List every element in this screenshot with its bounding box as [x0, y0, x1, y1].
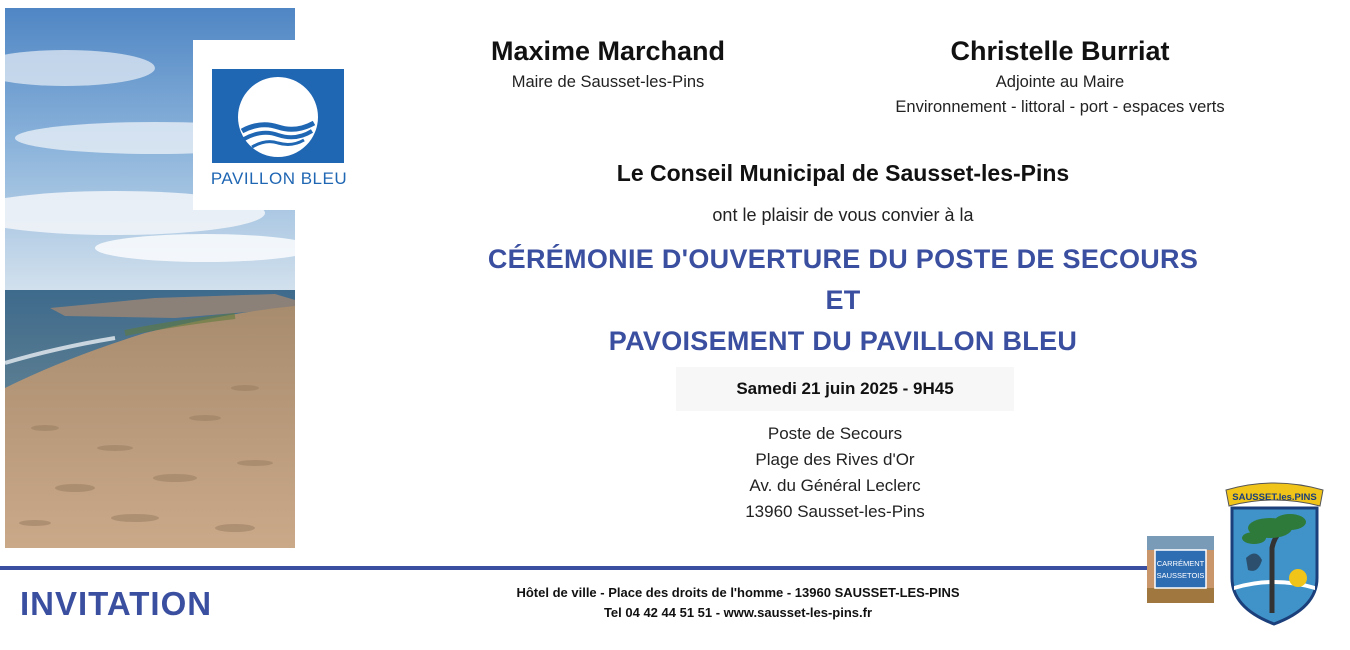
sausset-les-pins-crest: [1222, 478, 1327, 628]
host-2-name: Christelle Burriat: [950, 36, 1170, 66]
blue-flag-icon: [212, 69, 344, 163]
invitation-label: INVITATION: [20, 585, 213, 622]
invite-line: ont le plaisir de vous convier à la: [712, 205, 974, 225]
footer-contact: Tel 04 42 44 51 51 - www.sausset-les-pins.fr: [603, 605, 873, 620]
footer-divider: [0, 566, 1150, 570]
carrement-text: CARRÉMENT: [1156, 559, 1205, 568]
event-date-time: Samedi 21 juin 2025 - 9H45: [676, 367, 1014, 411]
host-1-name: Maxime Marchand: [490, 36, 726, 66]
ceremony-title-line-3: PAVOISEMENT DU PAVILLON BLEU: [608, 326, 1078, 356]
ceremony-title-line-2: ET: [825, 285, 861, 315]
host-2-portfolio: Environnement - littoral - port - espaces verts: [895, 98, 1225, 116]
pavillon-bleu-logo: [193, 40, 365, 210]
footer-address: Hôtel de ville - Place des droits de l'homme - 13960 SAUSSET-LES-PINS: [516, 585, 960, 600]
pavillon-bleu-label: PAVILLON BLEU: [210, 169, 348, 188]
host-1-role: Maire de Sausset-les-Pins: [511, 73, 705, 91]
carrement-saussetois-logo: [1147, 536, 1214, 603]
saussetois-text: SAUSSETOIS: [1156, 571, 1205, 580]
address-line-4: 13960 Sausset-les-Pins: [745, 502, 925, 521]
address-line-3: Av. du Général Leclerc: [749, 476, 921, 495]
council-heading: Le Conseil Municipal de Sausset-les-Pins: [616, 160, 1070, 186]
ceremony-title-line-1: CÉRÉMONIE D'OUVERTURE DU POSTE DE SECOURS: [487, 244, 1199, 274]
crest-banner-text: SAUSSET.les.PINS: [1232, 492, 1317, 503]
host-2-role: Adjointe au Maire: [995, 73, 1125, 91]
address-line-1: Poste de Secours: [767, 424, 903, 443]
address-line-2: Plage des Rives d'Or: [755, 450, 915, 469]
